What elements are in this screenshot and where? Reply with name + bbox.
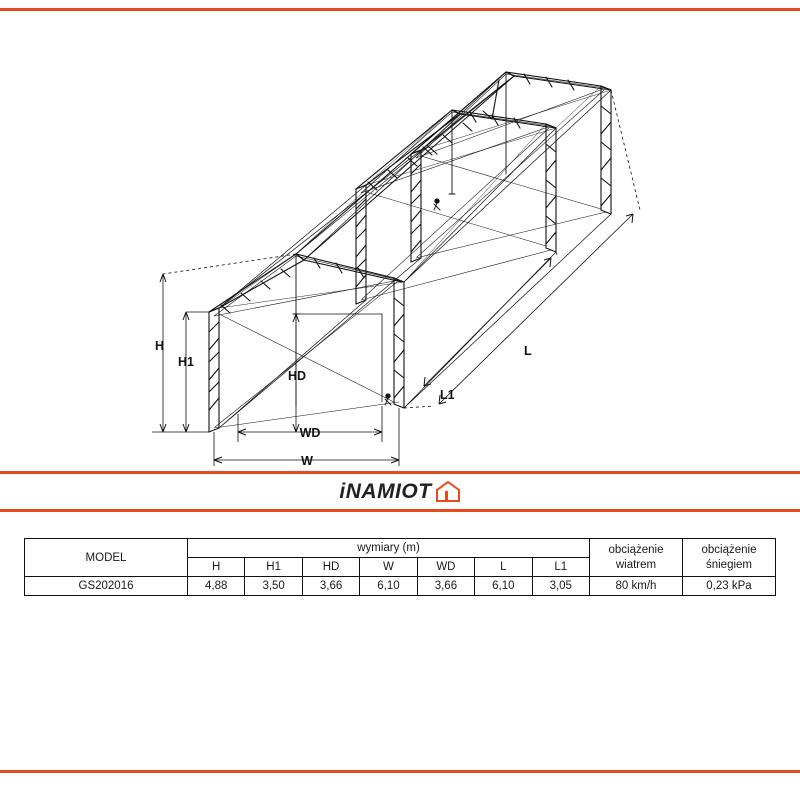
specifications-table [24, 538, 776, 596]
dim-label-L: L [524, 344, 532, 358]
cell-HD: 3,66 [302, 577, 359, 596]
header-dim-H: H [188, 558, 245, 577]
brand-name: iNAMIOT [339, 479, 432, 503]
cell-L1: 3,05 [532, 577, 589, 596]
frame-border-top [0, 8, 800, 11]
cell-snow-load: 0,23 kPa [683, 577, 776, 596]
header-dim-L1: L1 [532, 558, 589, 577]
dim-label-H1: H1 [178, 355, 194, 369]
header-snow-load-line1: obciążenie [701, 544, 757, 557]
cell-H: 4,88 [188, 577, 245, 596]
frame-divider-bottom [0, 509, 800, 512]
header-dim-HD: HD [302, 558, 359, 577]
table-row [25, 577, 776, 596]
cell-L: 6,10 [475, 577, 532, 596]
header-wind-load-line1: obciążenie [608, 544, 664, 557]
cell-WD: 3,66 [417, 577, 474, 596]
header-wind-load [590, 539, 683, 577]
tent-arch-icon [435, 481, 461, 502]
dim-label-WD: WD [299, 426, 321, 440]
header-snow-load [683, 539, 776, 577]
header-dim-W: W [360, 558, 417, 577]
dim-label-L1: L1 [440, 388, 455, 402]
dim-label-HD: HD [287, 369, 307, 383]
header-dim-WD: WD [417, 558, 474, 577]
cell-model: GS202016 [25, 577, 188, 596]
dim-label-H: H [155, 339, 165, 353]
dim-label-W: W [301, 454, 313, 468]
header-dim-H1: H1 [245, 558, 302, 577]
cell-H1: 3,50 [245, 577, 302, 596]
tent-diagram [0, 14, 800, 469]
cell-W: 6,10 [360, 577, 417, 596]
cell-wind-load: 80 km/h [590, 577, 683, 596]
table-header-row [25, 539, 776, 558]
frame-border-bottom [0, 770, 800, 773]
header-dim-L: L [475, 558, 532, 577]
brand-logo [0, 474, 800, 509]
header-snow-load-line2: śniegiem [705, 558, 753, 571]
header-model: MODEL [25, 539, 188, 577]
header-wind-load-line2: wiatrem [615, 558, 657, 571]
header-dimensions: wymiary (m) [188, 539, 590, 558]
tent-frame-svg [0, 14, 800, 469]
